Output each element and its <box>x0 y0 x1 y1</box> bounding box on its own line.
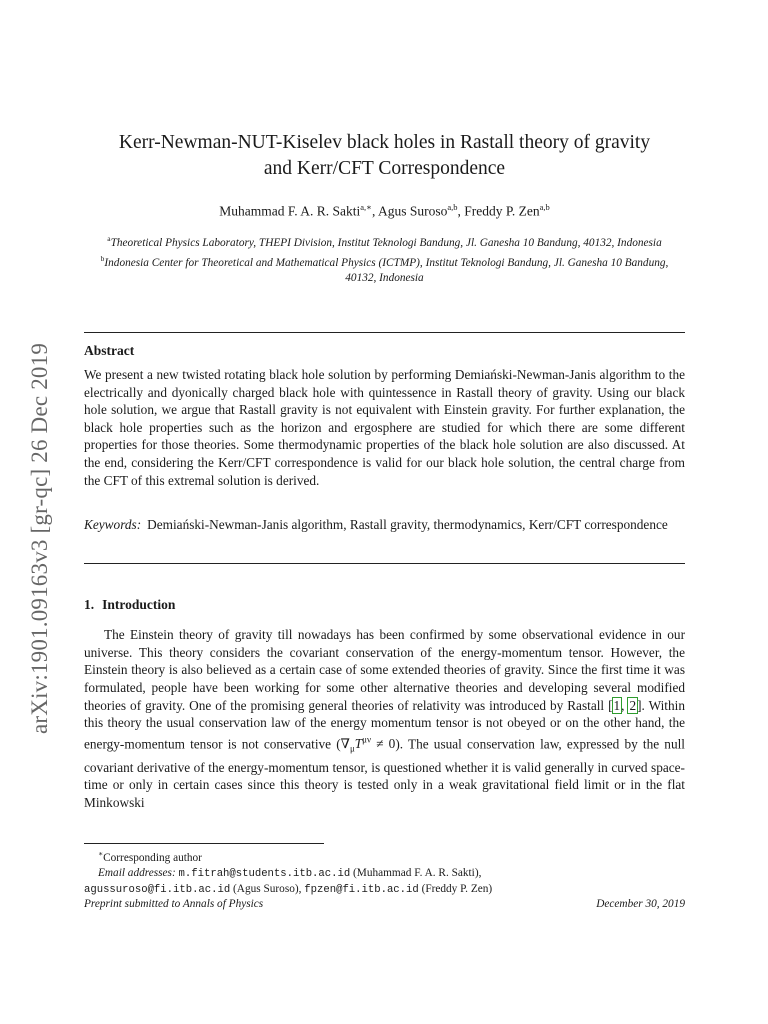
email-link[interactable]: fpzen@fi.itb.ac.id <box>304 883 419 896</box>
author-list: Muhammad F. A. R. Sakti$^{a,∗}$, Agus Suroso$^{a,b}$, Freddy P. Zen$^{a,b}$ <box>219 202 550 219</box>
paper-title <box>84 130 685 182</box>
section-heading <box>84 597 175 613</box>
author-affiliation-mark: a,b <box>447 202 458 212</box>
section-number: 1. <box>84 597 95 612</box>
footnotes <box>84 846 685 898</box>
divider <box>84 332 685 333</box>
keywords <box>84 516 685 534</box>
citation-link[interactable]: 1 <box>613 697 621 713</box>
arxiv-identifier: arXiv:1901.09163v3 [gr-qc] 26 Dec 2019 <box>27 342 52 734</box>
date: December 30, 2019 <box>596 898 685 910</box>
email-addresses-continued: agussuroso@fi.itb.ac.id (Agus Suroso), fpzen@fi.itb.ac.id (Freddy P. Zen) <box>84 882 493 896</box>
affiliations <box>84 231 685 286</box>
title-line-2: and Kerr/CFT Correspondence <box>263 158 506 179</box>
email-addresses: Email addresses: m.fitrah@students.itb.ac.id (Muhammad F. A. R. Sakti), <box>98 866 482 880</box>
corresponding-author-note: ∗Corresponding author <box>98 849 202 864</box>
keywords-label: Keywords: <box>84 517 142 532</box>
introduction-paragraph: The Einstein theory of gravity till nowadays has been confirmed by some observational evidence in our universe. This theory considers the covariant conservation of the energy-momentum tensor. However, the Einstein theory is also believed as a certain case of some extended theories of gravity. Since the first time it was formulated, people have been working for some other alternative theories and developing several modified theories of gravity. One of the promising general theories of relativity was introduced by Rastall [1, 2]. Within this theory the usual conservation law of the energy momentum tensor is not obeyed or on the other hand, the energy-momentum tensor is not conservative $(\nabla_\mu T^{\mu\nu} \ne 0)$. The usual conservation law, expressed by the null covariant derivative of the energy-momentum tensor, is questioned whether it is valid generally in curved space-time or only in certain cases since this theory is tested only in a weak gravitational field limit or in the flat Minkowski <box>84 627 685 810</box>
email-link[interactable]: m.fitrah@students.itb.ac.id <box>178 867 351 880</box>
affiliation: $^b$Indonesia Center for Theoretical and Mathematical Physics (ICTMP), Institut Teknologi Bandung, Jl. Ganesha 10 Bandung, 40132, Indonesia <box>100 253 669 284</box>
abstract-heading: Abstract <box>84 343 135 358</box>
title-line-1: Kerr-Newman-NUT-Kiselev black holes in Rastall theory of gravity <box>118 132 651 153</box>
author-affiliation-mark: a,∗ <box>360 202 372 212</box>
author-name: Agus Suroso <box>377 203 448 219</box>
footnote-rule <box>84 843 324 844</box>
author-name: Freddy P. Zen <box>464 203 540 219</box>
inline-equation: $\nabla_\mu T^{\mu\nu} \ne 0$ <box>340 734 396 755</box>
citation-link[interactable]: 2 <box>629 697 637 713</box>
author-name: Muhammad F. A. R. Sakti <box>219 203 361 219</box>
journal-note: Preprint submitted to Annals of Physics <box>84 898 264 910</box>
abstract-text: We present a new twisted rotating black hole solution by performing Demiański-Newman-Janis algorithm to the electrically and dyonically charged black hole with quintessence in Rastall theory of gravity. Using our black hole solution, we argue that Rastall gravity is not equivalent with Einstein gravity. For further explanation, the black hole properties such as the horizon and ergosphere are studied for which there are some different properties for those theories. Some thermodynamic properties of the black hole solution are also discussed. At the end, considering the Kerr/CFT correspondence is valid for our black hole solution, the central charge from the CFT of this extremal solution is derived. <box>84 367 685 488</box>
page-footer <box>84 898 685 910</box>
section-title: Introduction <box>102 597 176 612</box>
affiliation: $^a$Theoretical Physics Laboratory, THEPI Division, Institut Teknologi Bandung, Jl. Ganesha 10 Bandung, 40132, Indonesia <box>107 234 662 249</box>
author-affiliation-mark: a,b <box>539 202 550 212</box>
keywords-text: Demiański-Newman-Janis algorithm, Rastall gravity, thermodynamics, Kerr/CFT correspondence <box>147 517 668 532</box>
divider <box>84 563 685 564</box>
email-link[interactable]: agussuroso@fi.itb.ac.id <box>84 883 231 896</box>
